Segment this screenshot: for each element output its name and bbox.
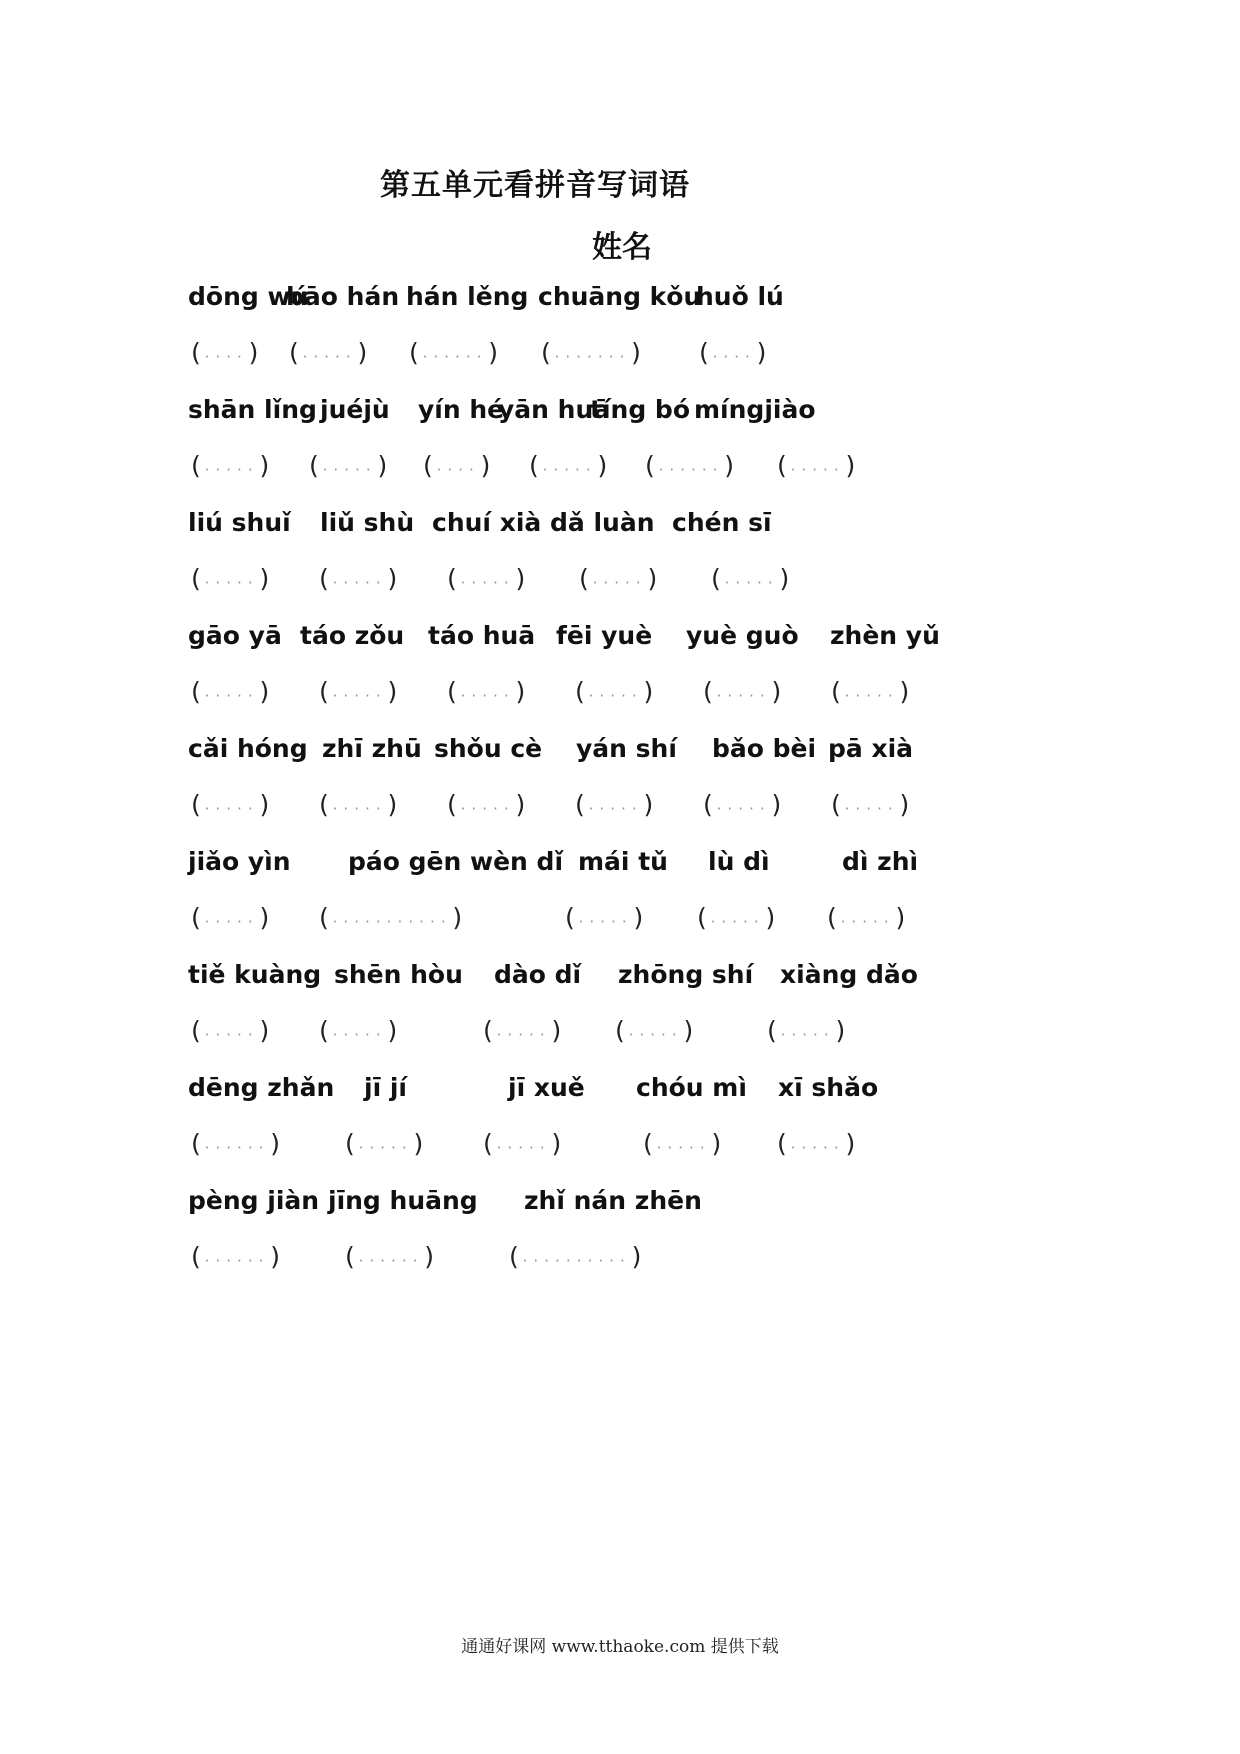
- close-parenthesis: ): [754, 338, 770, 367]
- writing-dots: .....: [839, 911, 894, 927]
- writing-dots: .....: [331, 798, 386, 814]
- answer-blank-row: [188, 790, 1088, 830]
- writing-dots: .....: [709, 911, 764, 927]
- close-parenthesis: ): [513, 677, 529, 706]
- open-parenthesis: (: [824, 903, 840, 932]
- answer-blank[interactable]: [420, 451, 526, 480]
- answer-blank-row: [188, 1129, 1088, 1169]
- writing-dots: .....: [203, 911, 258, 927]
- close-parenthesis: ): [385, 790, 401, 819]
- pinyin-word: tiě kuàng: [188, 960, 322, 989]
- writing-dots: ....: [711, 346, 755, 362]
- open-parenthesis: (: [694, 903, 710, 932]
- pinyin-word: pā xià: [828, 734, 914, 763]
- open-parenthesis: (: [286, 338, 302, 367]
- writing-dots: .....: [331, 1024, 386, 1040]
- writing-dots: .....: [495, 1024, 550, 1040]
- pinyin-word: gāo yā: [188, 621, 282, 650]
- pinyin-row: [188, 1073, 1088, 1113]
- worksheet-title: 第五单元看拼音写词语: [380, 168, 690, 203]
- pinyin-word: shǒu cè: [434, 734, 543, 763]
- writing-dots: .....: [459, 798, 514, 814]
- open-parenthesis: (: [640, 1129, 656, 1158]
- footer-credit: 通通好课网 www.tthaoke.com 提供下载: [461, 1637, 779, 1657]
- pinyin-word: tíng bó: [590, 395, 690, 424]
- open-parenthesis: (: [342, 1242, 358, 1271]
- answer-blank[interactable]: [694, 903, 812, 932]
- close-parenthesis: ): [893, 903, 909, 932]
- answer-blank[interactable]: [538, 338, 696, 367]
- close-parenthesis: ): [257, 903, 273, 932]
- answer-blank[interactable]: [306, 451, 420, 480]
- answer-blank-row: [188, 1242, 1088, 1282]
- answer-blank[interactable]: [316, 677, 434, 706]
- pinyin-row: [188, 395, 1088, 435]
- pinyin-word: dào dǐ: [494, 960, 582, 989]
- close-parenthesis: ): [763, 903, 779, 932]
- answer-blank[interactable]: [286, 338, 404, 367]
- open-parenthesis: (: [342, 1129, 358, 1158]
- close-parenthesis: ): [722, 451, 738, 480]
- writing-dots: .....: [203, 798, 258, 814]
- open-parenthesis: (: [188, 564, 204, 593]
- writing-dots: .....: [203, 685, 258, 701]
- writing-dots: ......: [421, 346, 487, 362]
- close-parenthesis: ): [385, 677, 401, 706]
- close-parenthesis: ): [246, 338, 262, 367]
- close-parenthesis: ): [513, 790, 529, 819]
- writing-dots: .....: [331, 572, 386, 588]
- pinyin-row: [188, 508, 1088, 548]
- open-parenthesis: (: [828, 677, 844, 706]
- pinyin-word: yín hé: [418, 395, 505, 424]
- pinyin-row: [188, 960, 1088, 1000]
- pinyin-row: [188, 847, 1088, 887]
- pinyin-row: [188, 734, 1088, 774]
- writing-dots: .....: [723, 572, 778, 588]
- answer-blank[interactable]: [700, 677, 818, 706]
- open-parenthesis: (: [444, 790, 460, 819]
- open-parenthesis: (: [538, 338, 554, 367]
- writing-dots: .....: [715, 685, 770, 701]
- exercise-group: [188, 282, 1088, 395]
- answer-blank[interactable]: [572, 677, 690, 706]
- pinyin-word: bǎo bèi: [712, 734, 817, 763]
- writing-dots: .....: [357, 1137, 412, 1153]
- pinyin-word: pèng jiàn: [188, 1186, 320, 1215]
- pinyin-word: yán shí: [576, 734, 677, 763]
- writing-dots: .....: [843, 798, 898, 814]
- answer-blank[interactable]: [316, 903, 534, 932]
- exercise-group: [188, 1186, 1088, 1299]
- close-parenthesis: ): [641, 677, 657, 706]
- open-parenthesis: (: [828, 790, 844, 819]
- open-parenthesis: (: [774, 451, 790, 480]
- writing-dots: .....: [301, 346, 356, 362]
- pinyin-word: xiàng dǎo: [780, 960, 918, 989]
- open-parenthesis: (: [612, 1016, 628, 1045]
- pinyin-word: jiǎo yìn: [188, 847, 291, 876]
- close-parenthesis: ): [595, 451, 611, 480]
- writing-dots: ....: [435, 459, 479, 475]
- writing-dots: ......: [203, 1250, 269, 1266]
- pinyin-word: dōng wú: [188, 282, 309, 311]
- open-parenthesis: (: [316, 903, 332, 932]
- answer-blank[interactable]: [572, 790, 690, 819]
- answer-blank[interactable]: [774, 1129, 892, 1158]
- close-parenthesis: ): [709, 1129, 725, 1158]
- pinyin-word: jī jí: [364, 1073, 407, 1102]
- pinyin-word: yān huā: [498, 395, 611, 424]
- writing-dots: .....: [203, 1024, 258, 1040]
- open-parenthesis: (: [188, 1129, 204, 1158]
- writing-dots: .....: [203, 572, 258, 588]
- pinyin-word: chén sī: [672, 508, 772, 537]
- pinyin-word: páo gēn wèn dǐ: [348, 847, 564, 876]
- close-parenthesis: ): [843, 1129, 859, 1158]
- open-parenthesis: (: [572, 677, 588, 706]
- pinyin-word: shēn hòu: [334, 960, 463, 989]
- answer-blank[interactable]: [480, 1129, 598, 1158]
- pinyin-word: dǎ luàn: [550, 508, 655, 537]
- pinyin-word: jīng huāng: [328, 1186, 478, 1215]
- answer-blank[interactable]: [316, 790, 434, 819]
- open-parenthesis: (: [188, 338, 204, 367]
- close-parenthesis: ): [628, 338, 644, 367]
- writing-dots: .....: [789, 459, 844, 475]
- pinyin-word: hán lěng: [406, 282, 529, 311]
- pinyin-word: táo zǒu: [300, 621, 405, 650]
- open-parenthesis: (: [708, 564, 724, 593]
- open-parenthesis: (: [306, 451, 322, 480]
- answer-blank[interactable]: [444, 790, 562, 819]
- writing-dots: .....: [459, 572, 514, 588]
- pinyin-word: juéjù: [320, 395, 390, 424]
- pinyin-word: cǎi hóng: [188, 734, 308, 763]
- answer-blank[interactable]: [316, 564, 434, 593]
- pinyin-word: chuí xià: [432, 508, 542, 537]
- close-parenthesis: ): [549, 1129, 565, 1158]
- open-parenthesis: (: [188, 790, 204, 819]
- close-parenthesis: ): [385, 564, 401, 593]
- exercise-group: [188, 960, 1088, 1073]
- answer-blank[interactable]: [188, 338, 284, 367]
- close-parenthesis: ): [268, 1129, 284, 1158]
- exercise-group: [188, 1073, 1088, 1186]
- writing-dots: ....: [203, 346, 247, 362]
- close-parenthesis: ): [549, 1016, 565, 1045]
- close-parenthesis: ): [486, 338, 502, 367]
- pinyin-word: yuè guò: [686, 621, 799, 650]
- answer-blank[interactable]: [576, 564, 700, 593]
- answer-blank[interactable]: [774, 451, 892, 480]
- close-parenthesis: ): [681, 1016, 697, 1045]
- pinyin-word: dēng zhǎn: [188, 1073, 335, 1102]
- open-parenthesis: (: [188, 1016, 204, 1045]
- answer-blank[interactable]: [342, 1129, 460, 1158]
- open-parenthesis: (: [572, 790, 588, 819]
- pinyin-row: [188, 282, 1088, 322]
- open-parenthesis: (: [562, 903, 578, 932]
- writing-dots: ......: [357, 1250, 423, 1266]
- close-parenthesis: ): [450, 903, 466, 932]
- exercise-group: [188, 734, 1088, 847]
- open-parenthesis: (: [764, 1016, 780, 1045]
- answer-blank[interactable]: [188, 1016, 306, 1045]
- open-parenthesis: (: [700, 677, 716, 706]
- answer-blank-row: [188, 903, 1088, 943]
- answer-blank[interactable]: [188, 451, 306, 480]
- close-parenthesis: ): [769, 790, 785, 819]
- close-parenthesis: ): [257, 1016, 273, 1045]
- answer-blank[interactable]: [828, 677, 946, 706]
- pinyin-word: mái tǔ: [578, 847, 668, 876]
- open-parenthesis: (: [506, 1242, 522, 1271]
- close-parenthesis: ): [843, 451, 859, 480]
- pinyin-word: chuāng kǒu: [538, 282, 702, 311]
- answer-blank[interactable]: [188, 564, 306, 593]
- open-parenthesis: (: [188, 903, 204, 932]
- answer-blank[interactable]: [828, 790, 946, 819]
- close-parenthesis: ): [513, 564, 529, 593]
- close-parenthesis: ): [777, 564, 793, 593]
- open-parenthesis: (: [188, 1242, 204, 1271]
- answer-blank[interactable]: [342, 1242, 476, 1271]
- close-parenthesis: ): [641, 790, 657, 819]
- close-parenthesis: ): [257, 790, 273, 819]
- pinyin-row: [188, 1186, 1088, 1226]
- answer-blank[interactable]: [480, 1016, 598, 1045]
- close-parenthesis: ): [385, 1016, 401, 1045]
- open-parenthesis: (: [774, 1129, 790, 1158]
- pinyin-word: jī xuě: [508, 1073, 585, 1102]
- exercise-group: [188, 847, 1088, 960]
- name-label: 姓名: [592, 230, 652, 265]
- writing-dots: .......: [553, 346, 629, 362]
- close-parenthesis: ): [257, 451, 273, 480]
- answer-blank[interactable]: [188, 790, 306, 819]
- writing-dots: .....: [627, 1024, 682, 1040]
- writing-dots: .....: [331, 685, 386, 701]
- pinyin-word: huǒ lú: [696, 282, 784, 311]
- close-parenthesis: ): [375, 451, 391, 480]
- answer-blank[interactable]: [642, 451, 774, 480]
- open-parenthesis: (: [420, 451, 436, 480]
- answer-blank[interactable]: [640, 1129, 758, 1158]
- writing-dots: .....: [779, 1024, 834, 1040]
- writing-dots: .....: [655, 1137, 710, 1153]
- answer-blank-row: [188, 1016, 1088, 1056]
- pinyin-word: dì zhì: [842, 847, 919, 876]
- writing-dots: .....: [587, 685, 642, 701]
- pinyin-word: chóu mì: [636, 1073, 747, 1102]
- close-parenthesis: ): [355, 338, 371, 367]
- exercise-group: [188, 395, 1088, 508]
- open-parenthesis: (: [480, 1129, 496, 1158]
- answer-blank-row: [188, 677, 1088, 717]
- pinyin-word: shān lǐng: [188, 395, 317, 424]
- answer-blank[interactable]: [188, 677, 306, 706]
- answer-blank[interactable]: [444, 564, 568, 593]
- answer-blank[interactable]: [526, 451, 642, 480]
- answer-blank[interactable]: [562, 903, 680, 932]
- answer-blank[interactable]: [764, 1016, 882, 1045]
- close-parenthesis: ): [257, 564, 273, 593]
- open-parenthesis: (: [700, 790, 716, 819]
- writing-dots: ......: [657, 459, 723, 475]
- open-parenthesis: (: [316, 1016, 332, 1045]
- writing-dots: ...........: [331, 911, 451, 927]
- answer-blank-row: [188, 564, 1088, 604]
- answer-blank[interactable]: [188, 1242, 322, 1271]
- close-parenthesis: ): [257, 677, 273, 706]
- close-parenthesis: ): [645, 564, 661, 593]
- open-parenthesis: (: [316, 564, 332, 593]
- answer-blank[interactable]: [708, 564, 822, 593]
- open-parenthesis: (: [444, 564, 460, 593]
- open-parenthesis: (: [696, 338, 712, 367]
- open-parenthesis: (: [316, 790, 332, 819]
- writing-dots: .....: [541, 459, 596, 475]
- pinyin-word: xī shǎo: [778, 1073, 879, 1102]
- answer-blank[interactable]: [406, 338, 536, 367]
- answer-blank[interactable]: [612, 1016, 730, 1045]
- close-parenthesis: ): [629, 1242, 645, 1271]
- close-parenthesis: ): [769, 677, 785, 706]
- open-parenthesis: (: [444, 677, 460, 706]
- exercise-group: [188, 508, 1088, 621]
- answer-blank[interactable]: [188, 1129, 322, 1158]
- answer-blank[interactable]: [506, 1242, 702, 1271]
- writing-dots: .....: [843, 685, 898, 701]
- pinyin-word: zhèn yǔ: [830, 621, 940, 650]
- pinyin-word: bāo hán: [286, 282, 400, 311]
- close-parenthesis: ): [897, 790, 913, 819]
- writing-dots: ..........: [521, 1250, 630, 1266]
- writing-dots: .....: [789, 1137, 844, 1153]
- close-parenthesis: ): [268, 1242, 284, 1271]
- open-parenthesis: (: [406, 338, 422, 367]
- pinyin-row: [188, 621, 1088, 661]
- worksheet-body: [188, 282, 1088, 1299]
- answer-blank-row: [188, 451, 1088, 491]
- writing-dots: ......: [203, 1137, 269, 1153]
- pinyin-word: míngjiào: [694, 395, 816, 424]
- close-parenthesis: ): [897, 677, 913, 706]
- writing-dots: .....: [715, 798, 770, 814]
- close-parenthesis: ): [478, 451, 494, 480]
- open-parenthesis: (: [316, 677, 332, 706]
- pinyin-word: zhǐ nán zhēn: [524, 1186, 702, 1215]
- open-parenthesis: (: [188, 451, 204, 480]
- pinyin-word: zhī zhū: [322, 734, 422, 763]
- open-parenthesis: (: [642, 451, 658, 480]
- pinyin-word: fēi yuè: [556, 621, 653, 650]
- close-parenthesis: ): [411, 1129, 427, 1158]
- answer-blank[interactable]: [696, 338, 804, 367]
- close-parenthesis: ): [422, 1242, 438, 1271]
- open-parenthesis: (: [188, 677, 204, 706]
- open-parenthesis: (: [480, 1016, 496, 1045]
- writing-dots: .....: [577, 911, 632, 927]
- answer-blank[interactable]: [824, 903, 942, 932]
- open-parenthesis: (: [576, 564, 592, 593]
- answer-blank[interactable]: [700, 790, 818, 819]
- pinyin-word: liú shuǐ: [188, 508, 291, 537]
- close-parenthesis: ): [631, 903, 647, 932]
- writing-dots: .....: [203, 459, 258, 475]
- pinyin-word: táo huā: [428, 621, 536, 650]
- writing-dots: .....: [459, 685, 514, 701]
- answer-blank[interactable]: [188, 903, 306, 932]
- writing-dots: .....: [321, 459, 376, 475]
- pinyin-word: liǔ shù: [320, 508, 415, 537]
- exercise-group: [188, 621, 1088, 734]
- pinyin-word: zhōng shí: [618, 960, 754, 989]
- open-parenthesis: (: [526, 451, 542, 480]
- writing-dots: .....: [495, 1137, 550, 1153]
- close-parenthesis: ): [833, 1016, 849, 1045]
- pinyin-word: lù dì: [708, 847, 770, 876]
- writing-dots: .....: [587, 798, 642, 814]
- answer-blank[interactable]: [444, 677, 562, 706]
- writing-dots: .....: [591, 572, 646, 588]
- answer-blank-row: [188, 338, 1088, 378]
- answer-blank[interactable]: [316, 1016, 434, 1045]
